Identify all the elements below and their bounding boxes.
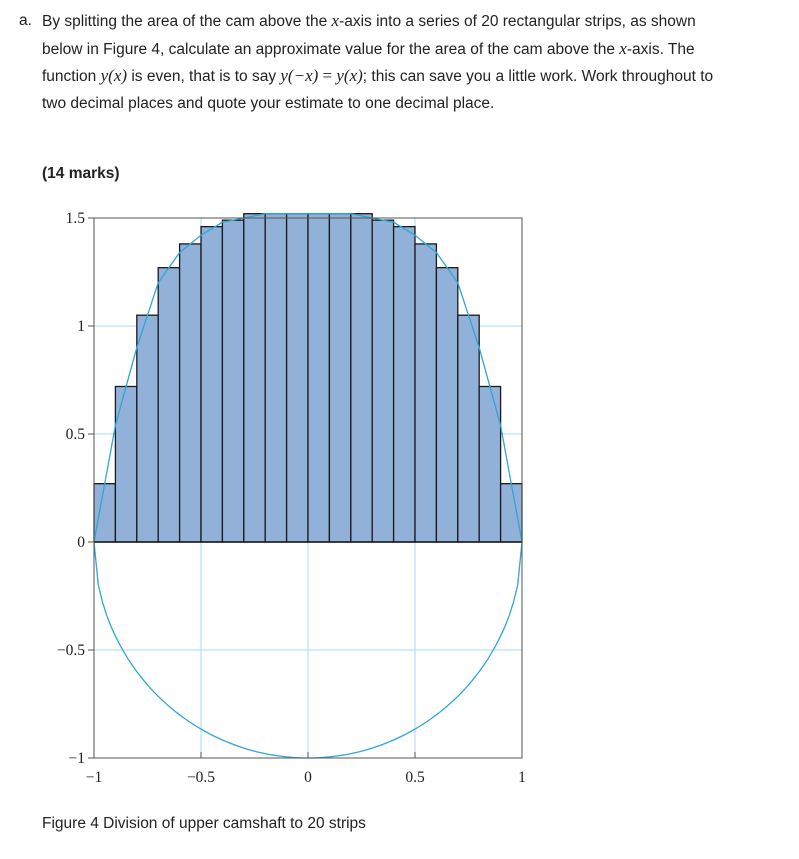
strip-bar [458,315,479,542]
marks-label: (14 marks) [42,165,120,182]
strip-bar [394,227,415,542]
strip-bar [244,214,265,542]
question-letter: a. [19,12,32,29]
strip-bar [415,244,436,542]
strip-bar [351,214,372,542]
strip-bar [222,220,243,542]
strip-bars [94,214,522,542]
strip-bar [180,244,201,542]
strip-bar [479,386,500,542]
y-tick-label: 1.5 [65,210,85,227]
strip-bar [158,268,179,542]
strip-bar [308,214,329,542]
y-tick-label: 0 [77,534,85,551]
strip-bar [287,214,308,542]
strip-bar [372,220,393,542]
strip-bar [115,386,136,542]
y-tick-label: −0.5 [56,642,85,659]
strip-bar [201,227,222,542]
x-tick-label: −0.5 [186,769,216,786]
x-tick-label: 0.5 [405,769,425,786]
y-tick-label: 0.5 [65,426,85,443]
figure-caption: Figure 4 Division of upper camshaft to 20 strips [42,815,366,832]
y-tick-label: −1 [68,750,85,767]
strip-bar [265,214,286,542]
strip-bar [329,214,350,542]
strip-bar [137,315,158,542]
x-tick-label: 0 [304,769,312,786]
x-tick-label: 1 [518,769,526,786]
y-tick-label: 1 [77,318,85,335]
strip-bar [501,484,522,542]
question-body: By splitting the area of the cam above the x-axis into a series of 20 rectangular strips, as shown below in Figure 4, calculate an approximate value for the area of the cam above the x-axis. The function y(x) is even, that is to say y(−x) = y(x); this can save you a little work. Work throughout to two decimal places and quote your estimate to one decimal place. [42,11,714,112]
strip-bar [436,268,457,542]
x-tick-label: −1 [85,769,103,786]
strip-bar [94,484,115,542]
